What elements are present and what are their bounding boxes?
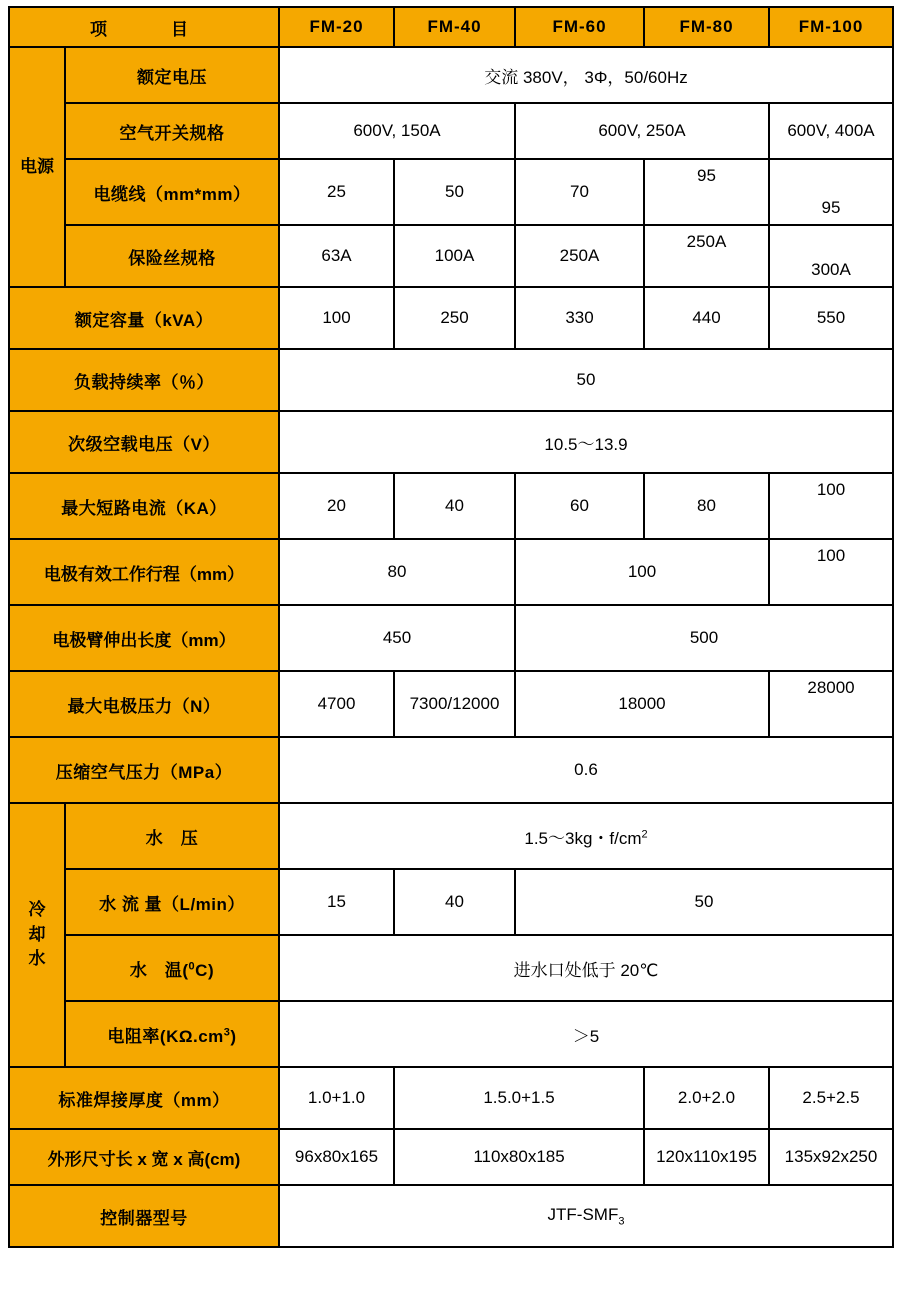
cell-dimensions-3: 120x110x195	[644, 1129, 769, 1185]
resistivity-label-tail: )	[230, 1026, 237, 1046]
cell-controller	[279, 1185, 893, 1247]
table-row	[9, 1129, 893, 1185]
table-row	[9, 349, 893, 411]
cell-water-temp: 进水口处低于 20℃	[279, 935, 893, 1001]
cell-fuse-1: 63A	[279, 225, 394, 287]
cell-fuse-3: 250A	[515, 225, 644, 287]
cell-arm-length-2: 500	[515, 605, 893, 671]
water-temp-label-main: 水 温(	[129, 960, 189, 980]
cell-electrode-stroke-3: 100	[769, 539, 893, 605]
cell-rated-capacity-2: 250	[394, 287, 515, 349]
table-row	[9, 671, 893, 737]
cell-fuse-2: 100A	[394, 225, 515, 287]
row-label-cable: 电缆线（mm*mm）	[65, 159, 279, 225]
cell-weld-thickness-3: 2.0+2.0	[644, 1067, 769, 1129]
header-model-fm20: FM-20	[279, 7, 394, 47]
table-row	[9, 1185, 893, 1247]
cell-weld-thickness-1: 1.0+1.0	[279, 1067, 394, 1129]
table-row	[9, 225, 893, 287]
cell-secondary-voltage: 10.5～13.9	[279, 411, 893, 473]
row-label-rated-capacity: 额定容量（kVA）	[9, 287, 279, 349]
row-label-fuse: 保险丝规格	[65, 225, 279, 287]
table-row	[9, 411, 893, 473]
specification-table	[8, 6, 894, 1248]
cell-cable-3: 70	[515, 159, 644, 225]
cell-cable-1: 25	[279, 159, 394, 225]
cell-duty-cycle: 50	[279, 349, 893, 411]
controller-value-main: JTF-SMF	[547, 1204, 619, 1224]
table-row	[9, 803, 893, 869]
cell-air-switch-3: 600V, 400A	[769, 103, 893, 159]
row-label-controller: 控制器型号	[9, 1185, 279, 1247]
group-label-cooling-water: 冷 却 水	[9, 803, 65, 1067]
table-row	[9, 869, 893, 935]
cell-short-circuit-4: 80	[644, 473, 769, 539]
row-label-short-circuit-current: 最大短路电流（KA）	[9, 473, 279, 539]
water-pressure-value: 1.5～3kg・f/cm	[524, 828, 642, 848]
cell-rated-capacity-4: 440	[644, 287, 769, 349]
cell-water-pressure	[279, 803, 893, 869]
row-label-arm-length: 电极臂伸出长度（mm）	[9, 605, 279, 671]
header-model-fm100: FM-100	[769, 7, 893, 47]
cell-dimensions-2: 110x80x185	[394, 1129, 644, 1185]
row-label-electrode-stroke: 电极有效工作行程（mm）	[9, 539, 279, 605]
cell-cable-5: 95	[769, 159, 893, 225]
cell-electrode-force-2: 7300/12000	[394, 671, 515, 737]
row-label-air-pressure: 压缩空气压力（MPa）	[9, 737, 279, 803]
cell-rated-capacity-3: 330	[515, 287, 644, 349]
header-item-label: 项 目	[9, 7, 279, 47]
cell-air-switch-2: 600V, 250A	[515, 103, 769, 159]
cell-short-circuit-2: 40	[394, 473, 515, 539]
cell-water-flow-1: 15	[279, 869, 394, 935]
cell-electrode-stroke-2: 100	[515, 539, 769, 605]
row-label-electrode-force: 最大电极压力（N）	[9, 671, 279, 737]
row-label-rated-voltage: 额定电压	[65, 47, 279, 103]
table-header-row	[9, 7, 893, 47]
table-row	[9, 159, 893, 225]
cell-electrode-force-3: 18000	[515, 671, 769, 737]
table-row	[9, 47, 893, 103]
cell-water-flow-2: 40	[394, 869, 515, 935]
row-label-weld-thickness: 标准焊接厚度（mm）	[9, 1067, 279, 1129]
cell-weld-thickness-2: 1.5.0+1.5	[394, 1067, 644, 1129]
header-model-fm40: FM-40	[394, 7, 515, 47]
cell-electrode-force-1: 4700	[279, 671, 394, 737]
table-row	[9, 539, 893, 605]
table-row	[9, 103, 893, 159]
row-label-secondary-voltage: 次级空载电压（V）	[9, 411, 279, 473]
cell-air-pressure: 0.6	[279, 737, 893, 803]
cell-water-flow-3: 50	[515, 869, 893, 935]
group-label-power: 电源	[9, 47, 65, 287]
table-row	[9, 605, 893, 671]
row-label-water-flow: 水 流 量（L/min）	[65, 869, 279, 935]
cell-weld-thickness-4: 2.5+2.5	[769, 1067, 893, 1129]
row-label-dimensions: 外形尺寸长 x 宽 x 高(cm)	[9, 1129, 279, 1185]
resistivity-label-main: 电阻率(KΩ.cm	[107, 1026, 224, 1046]
table-row	[9, 737, 893, 803]
table-row	[9, 935, 893, 1001]
cell-cable-4: 95	[644, 159, 769, 225]
cell-dimensions-1: 96x80x165	[279, 1129, 394, 1185]
water-pressure-exponent: 2	[641, 827, 648, 840]
row-label-air-switch: 空气开关规格	[65, 103, 279, 159]
cell-short-circuit-3: 60	[515, 473, 644, 539]
table-row	[9, 1001, 893, 1067]
cell-cable-2: 50	[394, 159, 515, 225]
water-temp-label-tail: C)	[195, 960, 215, 980]
cell-rated-voltage: 交流 380V， 3Φ，50/60Hz	[279, 47, 893, 103]
water-temp-label-sup: 0	[188, 959, 196, 972]
cell-arm-length-1: 450	[279, 605, 515, 671]
table-row	[9, 1067, 893, 1129]
table-row	[9, 473, 893, 539]
cell-electrode-stroke-1: 80	[279, 539, 515, 605]
table-row	[9, 287, 893, 349]
header-model-fm60: FM-60	[515, 7, 644, 47]
row-label-water-temp	[65, 935, 279, 1001]
cell-dimensions-4: 135x92x250	[769, 1129, 893, 1185]
cell-fuse-5: 300A	[769, 225, 893, 287]
cell-rated-capacity-5: 550	[769, 287, 893, 349]
cell-short-circuit-5: 100	[769, 473, 893, 539]
row-label-duty-cycle: 负载持续率（％）	[9, 349, 279, 411]
controller-value-sub: 3	[618, 1215, 625, 1228]
row-label-resistivity	[65, 1001, 279, 1067]
cell-electrode-force-4: 28000	[769, 671, 893, 737]
row-label-water-pressure: 水 压	[65, 803, 279, 869]
cell-resistivity: ＞5	[279, 1001, 893, 1067]
cell-air-switch-1: 600V, 150A	[279, 103, 515, 159]
cell-rated-capacity-1: 100	[279, 287, 394, 349]
resistivity-label-sup: 3	[223, 1025, 231, 1038]
header-model-fm80: FM-80	[644, 7, 769, 47]
cell-short-circuit-1: 20	[279, 473, 394, 539]
cell-fuse-4: 250A	[644, 225, 769, 287]
